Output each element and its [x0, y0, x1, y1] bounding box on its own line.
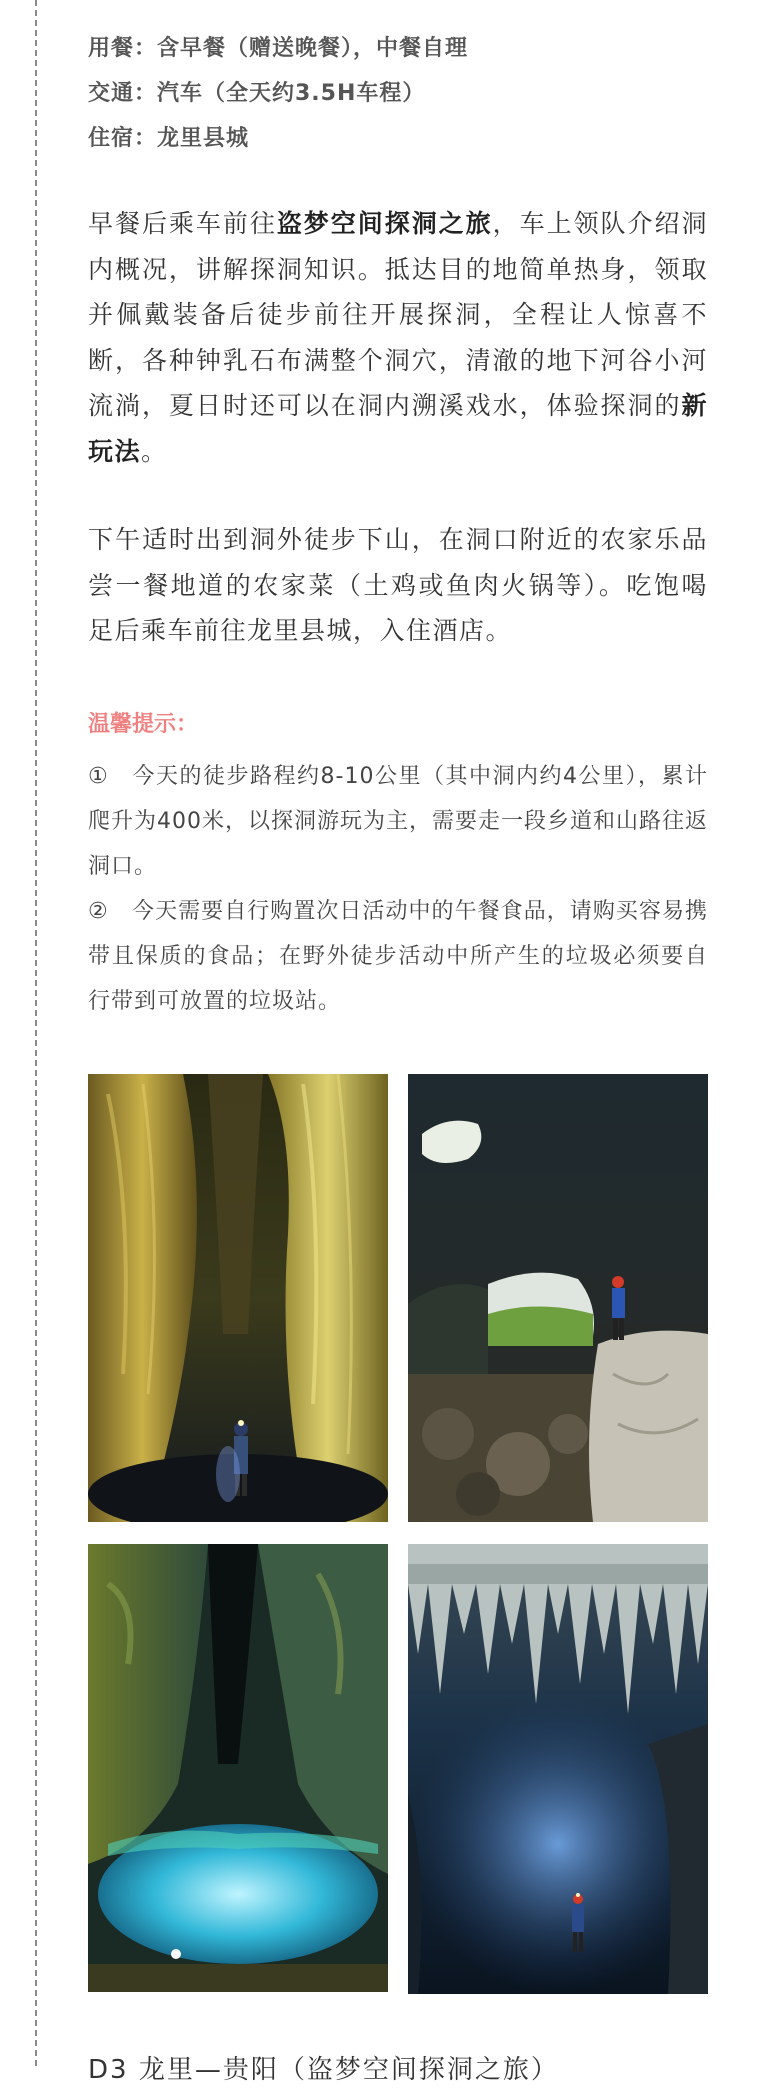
cave-tour-highlight: 盗梦空间探洞之旅 — [276, 209, 493, 238]
tip-number-1: ① — [88, 763, 109, 789]
tip-text-1: 今天的徒步路程约8-10公里（其中洞内约4公里），累计爬升为400米，以探洞游玩为主，需要走一段乡道和山路往返洞口。 — [88, 763, 708, 879]
cave-photo-golden-columns — [88, 1074, 388, 1522]
meal-info: 用餐：含早餐（赠送晚餐），中餐自理 — [88, 36, 469, 61]
day-meta — [88, 26, 708, 161]
morning-paragraph — [88, 201, 708, 474]
tip-item-1 — [88, 754, 708, 889]
day-itinerary-content — [88, 0, 708, 1024]
cave-photo-stalactites-blue — [408, 1544, 708, 1994]
timeline-dashed-line — [35, 0, 37, 2066]
morning-text-end: 。 — [141, 436, 168, 466]
new-play-highlight: 新玩法 — [88, 391, 708, 466]
transport-info: 交通：汽车（全天约3.5H车程） — [88, 81, 426, 106]
afternoon-paragraph: 下午适时出到洞外徒步下山，在洞口附近的农家乐品尝一餐地道的农家菜（土鸡或鱼肉火锅等）。吃饱喝足后乘车前往龙里县城，入住酒店。 — [88, 525, 708, 645]
cave-photo-arch-skylight — [408, 1074, 708, 1522]
tip-item-2 — [88, 889, 708, 1024]
tip-text-2: 今天需要自行购置次日活动中的午餐食品，请购买容易携带且保质的食品；在野外徒步活动中所产生的垃圾必须要自行带到可放置的垃圾站。 — [88, 898, 708, 1014]
lodging-info: 住宿：龙里县城 — [88, 126, 250, 151]
tip-number-2: ② — [88, 898, 109, 924]
tips-title: 温馨提示： — [88, 711, 199, 737]
next-day-heading-partial: D3 龙里—贵阳（盗梦空间探洞之旅） — [88, 2055, 559, 2085]
morning-text-middle: ，车上领队介绍洞内概况，讲解探洞知识。抵达目的地简单热身，领取并佩戴装备后徒步前往开展探洞，全程让人惊喜不断，各种钟乳石布满整个洞穴，清澈的地下河谷小河流淌，夏日时还可以在洞内溯溪戏水，体验探洞的 — [88, 209, 708, 420]
morning-text-start: 早餐后乘车前往 — [88, 209, 277, 238]
cave-photo-underground-pool — [88, 1544, 388, 1992]
